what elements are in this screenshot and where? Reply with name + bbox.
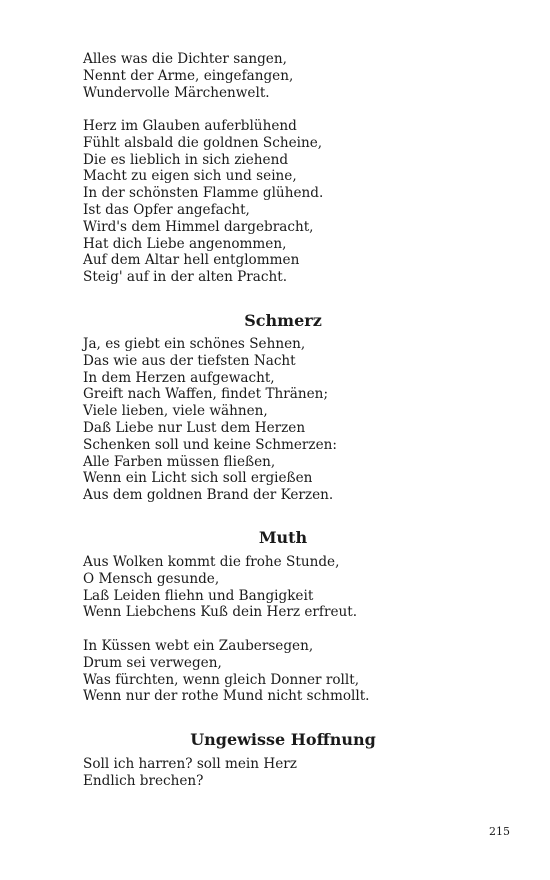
verse-line: Hat dich Liebe angenommen, <box>83 235 287 252</box>
stanza-4 <box>83 554 483 621</box>
verse-line: Herz im Glauben auferblühend <box>83 118 297 134</box>
poem-title-muth: Muth <box>258 528 308 547</box>
verse-line: In dem Herzen aufgewacht, <box>83 369 275 386</box>
verse-line: Greift nach Waffen, findet Thränen; <box>83 386 329 403</box>
verse-line: Ja, es giebt ein schönes Sehnen, <box>83 336 306 352</box>
verse-line: Wenn nur der rothe Mund nicht schmollt. <box>83 688 370 705</box>
verse-line: Wundervolle Märchenwelt. <box>83 84 270 101</box>
stanza-3 <box>83 336 483 504</box>
verse-line: Laß Leiden fliehn und Bangigkeit <box>83 587 314 604</box>
verse-line: Aus Wolken kommt die frohe Stunde, <box>83 554 340 570</box>
verse-line: Auf dem Altar hell entglommen <box>83 252 300 269</box>
verse-line: Drum sei verwegen, <box>83 654 222 671</box>
poem-title-ungewisse-hoffnung: Ungewisse Hoffnung <box>190 730 376 749</box>
stanza-5 <box>83 638 483 705</box>
verse-line: Steig' auf in der alten Pracht. <box>83 269 288 286</box>
verse-line: Wenn Liebchens Kuß dein Herz erfreut. <box>83 604 358 621</box>
poem-title-schmerz: Schmerz <box>244 311 322 330</box>
verse-line: Die es lieblich in sich ziehend <box>83 151 289 168</box>
verse-line: In der schönsten Flamme glühend. <box>83 185 324 202</box>
verse-line: Alles was die Dichter sangen, <box>83 51 287 67</box>
verse-line: Soll ich harren? soll mein Herz <box>83 756 297 772</box>
verse-line: Das wie aus der tiefsten Nacht <box>83 352 296 369</box>
verse-line: Aus dem goldnen Brand der Kerzen. <box>83 487 334 504</box>
verse-line: O Mensch gesunde, <box>83 570 220 587</box>
verse-line: Endlich brechen? <box>83 772 204 789</box>
verse-line: Daß Liebe nur Lust dem Herzen <box>83 419 306 436</box>
verse-line: Wenn ein Licht sich soll ergießen <box>83 470 313 487</box>
stanza-6 <box>83 756 483 790</box>
verse-line: Schenken soll und keine Schmerzen: <box>83 436 337 453</box>
verse-line: Viele lieben, viele wähnen, <box>83 403 268 420</box>
page-number: 215 <box>489 825 510 838</box>
stanza-1 <box>83 51 483 101</box>
verse-line: Macht zu eigen sich und seine, <box>83 168 297 185</box>
stanza-2 <box>83 118 483 286</box>
verse-line: Ist das Opfer angefacht, <box>83 201 250 218</box>
verse-line: Wird's dem Himmel dargebracht, <box>83 218 314 235</box>
verse-line: In Küssen webt ein Zaubersegen, <box>83 638 314 654</box>
verse-line: Fühlt alsbald die goldnen Scheine, <box>83 134 323 151</box>
verse-line: Alle Farben müssen fließen, <box>83 453 276 470</box>
verse-line: Was fürchten, wenn gleich Donner rollt, <box>83 671 360 688</box>
verse-line: Nennt der Arme, eingefangen, <box>83 67 294 84</box>
